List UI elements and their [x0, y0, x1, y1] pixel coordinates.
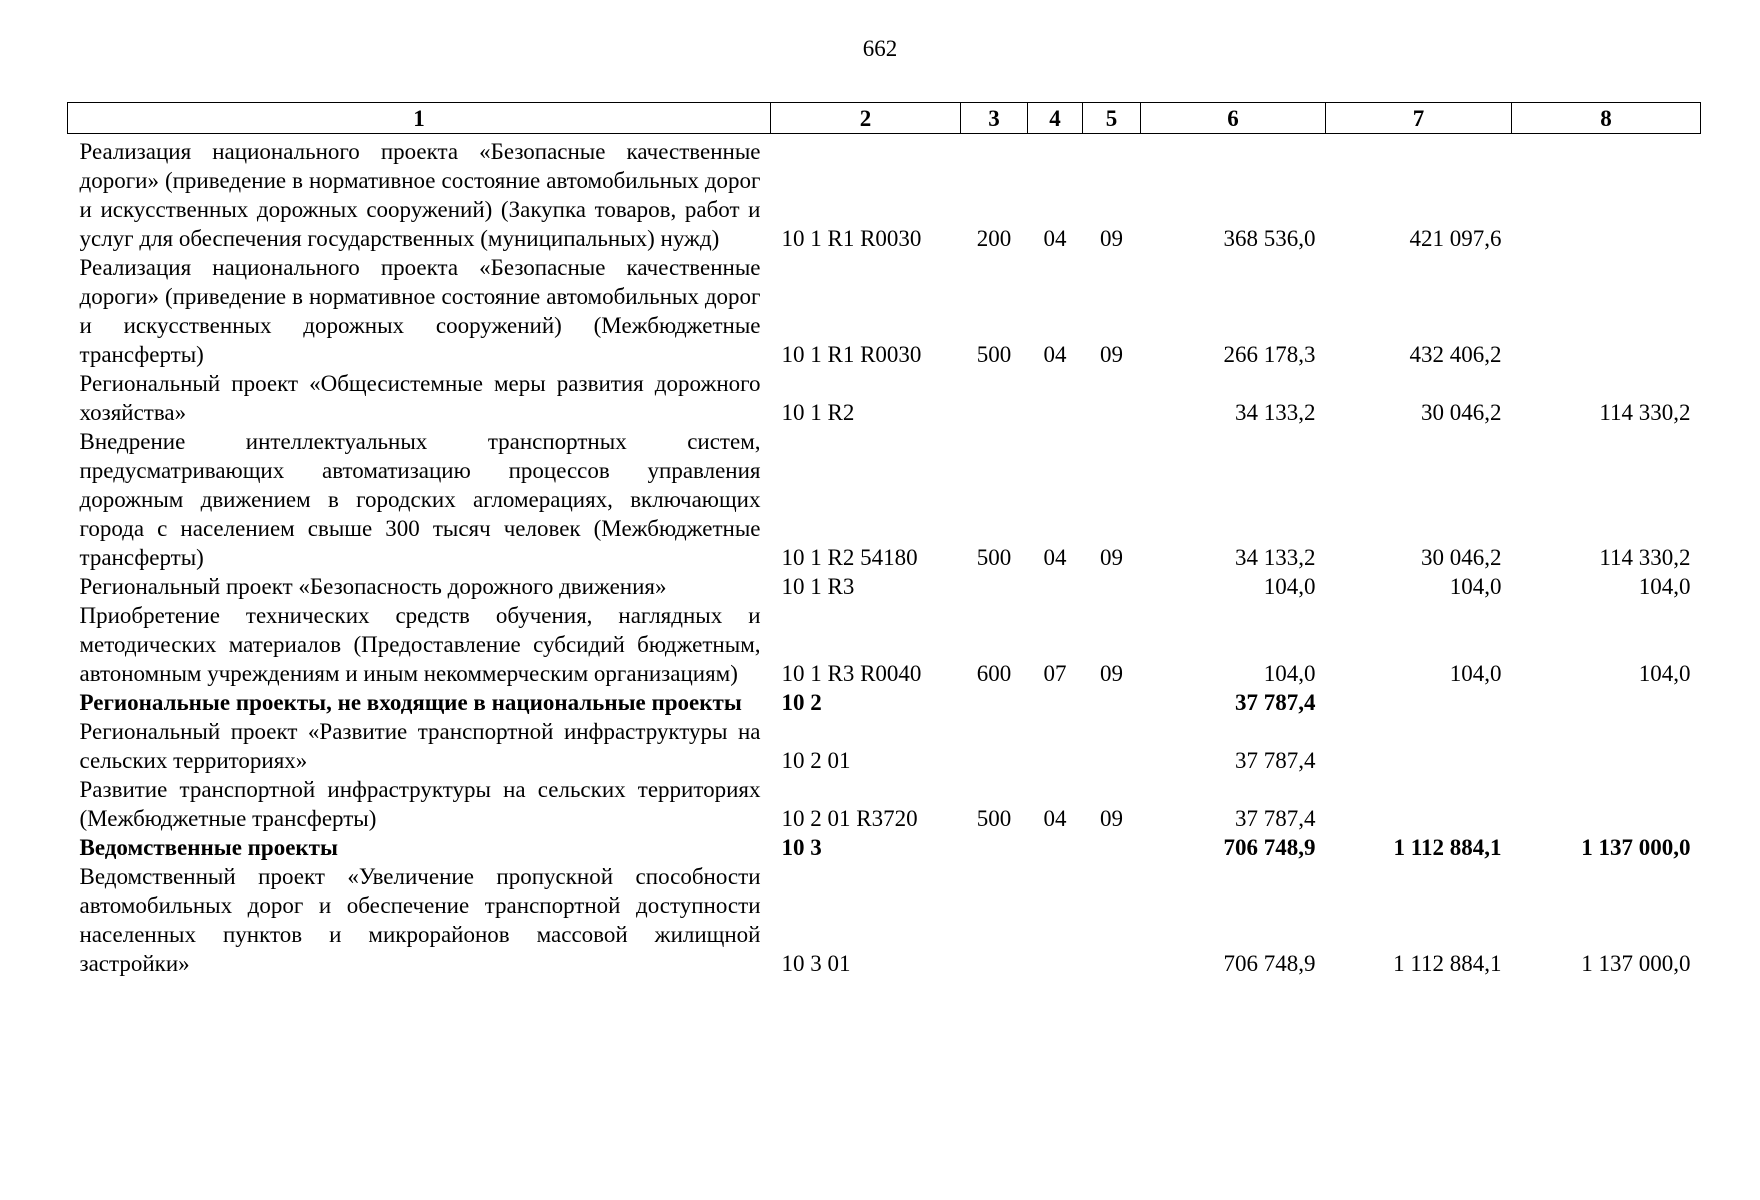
table-row	[68, 134, 1701, 254]
row-col5-cell	[1083, 862, 1141, 978]
row-col8-cell: 1 137 000,0	[1581, 835, 1691, 860]
row-code-cell: 10 1 R3	[781, 574, 855, 599]
row-col6-cell: 266 178,3	[1223, 342, 1316, 367]
row-col5-cell: 09	[1100, 545, 1123, 570]
row-col4-cell	[1028, 369, 1083, 427]
header-row	[68, 103, 1701, 134]
row-col8-cell	[1512, 253, 1701, 369]
row-col3-cell: 500	[976, 545, 1012, 570]
table-row	[68, 601, 1701, 688]
row-col5-cell	[1083, 572, 1141, 601]
row-col3-cell: 200	[976, 226, 1012, 251]
row-name-cell: Ведомственный проект «Увеличение пропускной способности автомобильных дорог и обеспечение транспортной доступности населенных пунктов и микрорайонов массовой жилищной застройки»	[79, 864, 761, 976]
table-body	[68, 134, 1701, 979]
row-name-cell: Реализация национального проекта «Безопасные качественные дороги» (приведение в нормативное состояние автомобильных дорог и искусственных дорожных сооружений) (Закупка товаров, работ и услуг для обеспечения государственных (муниципальных) нужд)	[79, 139, 761, 251]
row-col6-cell: 104,0	[1263, 661, 1316, 686]
row-col5-cell: 09	[1100, 226, 1123, 251]
row-col4-cell: 04	[1043, 226, 1067, 251]
row-col7-cell: 1 112 884,1	[1393, 835, 1502, 860]
column-header-3: 3	[961, 103, 1028, 134]
row-col7-cell	[1326, 717, 1512, 775]
row-name-cell: Региональный проект «Безопасность дорожного движения»	[79, 574, 667, 599]
page-number: 662	[862, 36, 898, 61]
row-col7-cell: 30 046,2	[1421, 400, 1502, 425]
table-row	[68, 833, 1701, 862]
row-col3-cell	[961, 369, 1028, 427]
row-col7-cell: 30 046,2	[1421, 545, 1502, 570]
row-col6-cell: 368 536,0	[1223, 226, 1316, 251]
row-name-cell: Региональный проект «Общесистемные меры развития дорожного хозяйства»	[79, 371, 761, 425]
row-name-cell: Ведомственные проекты	[79, 835, 338, 860]
row-col8-cell: 104,0	[1638, 574, 1691, 599]
row-code-cell: 10 3	[781, 835, 822, 860]
row-code-cell: 10 1 R1 R0030	[781, 342, 922, 367]
row-col3-cell: 500	[976, 806, 1012, 831]
row-col7-cell	[1326, 775, 1512, 833]
row-code-cell: 10 2 01 R3720	[781, 806, 918, 831]
row-col5-cell	[1083, 369, 1141, 427]
row-name-cell: Приобретение технических средств обучения, наглядных и методических материалов (Предоставление субсидий бюджетным, автономным учреждениям и иным некоммерческим организациям)	[79, 603, 761, 686]
row-col7-cell	[1326, 688, 1512, 717]
row-code-cell: 10 1 R3 R0040	[781, 661, 922, 686]
row-col6-cell: 37 787,4	[1235, 806, 1316, 831]
row-col5-cell: 09	[1100, 806, 1123, 831]
row-name-cell: Реализация национального проекта «Безопасные качественные дороги» (приведение в нормативное состояние автомобильных дорог и искусственных дорожных сооружений) (Межбюджетные трансферты)	[79, 255, 761, 367]
column-header-4: 4	[1028, 103, 1083, 134]
table-row	[68, 862, 1701, 978]
row-code-cell: 10 3 01	[781, 951, 851, 976]
row-col5-cell: 09	[1100, 661, 1123, 686]
row-name-cell: Региональные проекты, не входящие в национальные проекты	[79, 690, 742, 715]
row-col4-cell	[1028, 833, 1083, 862]
row-col7-cell: 432 406,2	[1409, 342, 1502, 367]
row-col4-cell: 04	[1043, 806, 1067, 831]
row-col3-cell	[961, 572, 1028, 601]
table-row	[68, 775, 1701, 833]
table-row	[68, 688, 1701, 717]
row-col4-cell: 07	[1043, 661, 1067, 686]
row-col6-cell: 706 748,9	[1223, 835, 1316, 860]
column-header-2: 2	[771, 103, 961, 134]
row-name-cell: Региональный проект «Развитие транспортной инфраструктуры на сельских территориях»	[79, 719, 761, 773]
row-code-cell: 10 2	[781, 690, 822, 715]
row-col3-cell	[961, 717, 1028, 775]
row-col8-cell	[1512, 775, 1701, 833]
row-col5-cell: 09	[1100, 342, 1123, 367]
row-col6-cell: 37 787,4	[1235, 690, 1316, 715]
row-code-cell: 10 1 R2	[781, 400, 855, 425]
row-col5-cell	[1083, 833, 1141, 862]
table-row	[68, 572, 1701, 601]
row-col3-cell: 500	[976, 342, 1012, 367]
row-col8-cell	[1512, 688, 1701, 717]
row-col8-cell: 104,0	[1638, 661, 1691, 686]
row-col4-cell: 04	[1043, 545, 1067, 570]
row-code-cell: 10 2 01	[781, 748, 851, 773]
budget-table	[67, 102, 1701, 978]
row-col4-cell	[1028, 688, 1083, 717]
row-col6-cell: 706 748,9	[1223, 951, 1316, 976]
column-header-5: 5	[1083, 103, 1141, 134]
row-col4-cell: 04	[1043, 342, 1067, 367]
row-col4-cell	[1028, 862, 1083, 978]
row-col6-cell: 34 133,2	[1235, 400, 1316, 425]
row-col8-cell	[1512, 134, 1701, 254]
row-col7-cell: 104,0	[1449, 574, 1502, 599]
row-col7-cell: 1 112 884,1	[1393, 951, 1502, 976]
table-row	[68, 427, 1701, 572]
row-code-cell: 10 1 R2 54180	[781, 545, 918, 570]
row-col8-cell	[1512, 717, 1701, 775]
row-col5-cell	[1083, 717, 1141, 775]
column-header-1: 1	[68, 103, 771, 134]
row-col3-cell	[961, 688, 1028, 717]
row-col3-cell	[961, 833, 1028, 862]
table-header	[68, 103, 1701, 134]
table-row	[68, 369, 1701, 427]
column-header-6: 6	[1141, 103, 1326, 134]
table-row	[68, 253, 1701, 369]
column-header-7: 7	[1326, 103, 1512, 134]
row-col8-cell: 114 330,2	[1599, 400, 1691, 425]
row-col4-cell	[1028, 717, 1083, 775]
row-col7-cell: 421 097,6	[1409, 226, 1502, 251]
row-name-cell: Развитие транспортной инфраструктуры на сельских территориях (Межбюджетные трансферты)	[79, 777, 761, 831]
row-col6-cell: 34 133,2	[1235, 545, 1316, 570]
table-row	[68, 717, 1701, 775]
row-col5-cell	[1083, 688, 1141, 717]
row-col3-cell	[961, 862, 1028, 978]
row-col3-cell: 600	[976, 661, 1012, 686]
row-col6-cell: 37 787,4	[1235, 748, 1316, 773]
row-col8-cell: 1 137 000,0	[1581, 951, 1691, 976]
row-col8-cell: 114 330,2	[1599, 545, 1691, 570]
row-name-cell: Внедрение интеллектуальных транспортных систем, предусматривающих автоматизацию процессов управления дорожным движением в городских агломерациях, включающих города с населением свыше 300 тысяч человек (Межбюджетные трансферты)	[79, 429, 761, 570]
row-code-cell: 10 1 R1 R0030	[781, 226, 922, 251]
row-col7-cell: 104,0	[1449, 661, 1502, 686]
column-header-8: 8	[1512, 103, 1701, 134]
row-col6-cell: 104,0	[1263, 574, 1316, 599]
row-col4-cell	[1028, 572, 1083, 601]
